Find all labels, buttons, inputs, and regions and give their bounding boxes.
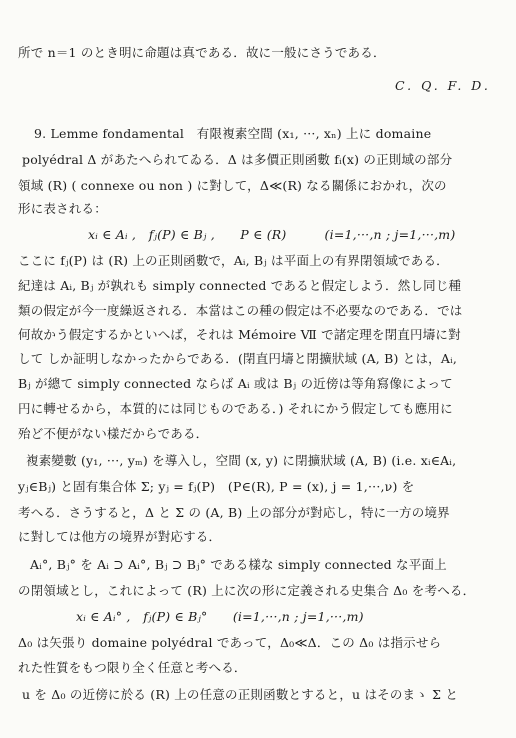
text-line: 紀達は Aᵢ, Bⱼ が孰れも simply connected であると假定しよう．然し同じ種 <box>18 278 462 293</box>
text-line: Δ₀ は矢張り domaine polyédral であって，Δ₀≪Δ．この Δ₀ は指示せら <box>18 635 442 650</box>
text-line: 考へる．さうすると，Δ と Σ の (A, B) 上の部分が對応し，特に一方の境界 <box>18 505 450 520</box>
text-line: して しか証明しなかったからである．(閉直円壔と閉擴狀域 (A, B) とは，Aᵢ, <box>18 351 458 366</box>
text-line: 類の假定が今一度繰返される．本當はこの種の假定は不必要なのである．では <box>18 303 463 318</box>
text-line: 何故かう假定するかといへば，それは Mémoire Ⅶ で諸定理を閉直円壔に對 <box>18 327 461 342</box>
text-line: れた性質をもつ限り全く任意と考へる． <box>18 660 247 675</box>
text-line: u を Δ₀ の近傍に於る (R) 上の任意の正則函數とすると，u はそのまゝ Σ と <box>22 687 459 702</box>
text-line: に對しては他方の境界が對応する． <box>18 529 222 544</box>
section-heading: 9. Lemme fondamental 有限複素空間 (x₁, ···, xₙ) 上に domaine <box>34 126 432 141</box>
text-line: ここに fⱼ(P) は (R) 上の正則函數で，Aᵢ, Bⱼ は平面上の有界閉領域である． <box>18 253 449 268</box>
text-line: 所で n＝1 のとき明に命題は真である．故に一般にさうである． <box>18 45 386 60</box>
qed-mark: C. Q. F. D. <box>395 78 491 93</box>
text-line: 形に表される： <box>18 201 107 216</box>
equation-line: xᵢ ∈ Aᵢ , fⱼ(P) ∈ Bⱼ , P ∈ (R) (i=1,···,n ; j=1,···,m) <box>88 227 456 242</box>
text-line: 領域 (R) ( connexe ou non ) に對して，Δ≪(R) なる關係におかれ，次の <box>18 178 447 193</box>
text-line: yⱼ∈Bⱼ) と固有集合体 Σ; yⱼ = fⱼ(P) (P∈(R), P = (x), j = 1,···,ν) を <box>18 479 415 494</box>
text-line: 複素變數 (y₁, ···, yₘ) を導入し，空間 (x, y) に閉擴狀域 (A, B) (i.e. xᵢ∈Aᵢ, <box>26 453 457 468</box>
text-line: の閉領域とし，これによって (R) 上に次の形に定義される史集合 Δ₀ を考へる． <box>18 583 476 598</box>
text-line: 殆ど不便がない樣だからである． <box>18 426 209 441</box>
text-line: polyédral Δ があたへられてゐる．Δ は多價正則函數 fᵢ(x) の正則域の部分 <box>22 152 453 167</box>
text-line: Bⱼ が總て simply connected ならば Aᵢ 或は Bⱼ の近傍は等角寫像によって <box>18 376 453 391</box>
text-line: 円に轉せるから，本質的には同じものである．) それにかう假定しても應用に <box>18 401 453 416</box>
equation-line: xᵢ ∈ Aᵢ° , fⱼ(P) ∈ Bⱼ° (i=1,···,n ; j=1,···,m) <box>76 609 364 624</box>
text-line: Aᵢ°, Bⱼ° を Aᵢ ⊃ Aᵢ°, Bⱼ ⊃ Bⱼ° である樣な simply connected な平面上 <box>30 557 447 572</box>
